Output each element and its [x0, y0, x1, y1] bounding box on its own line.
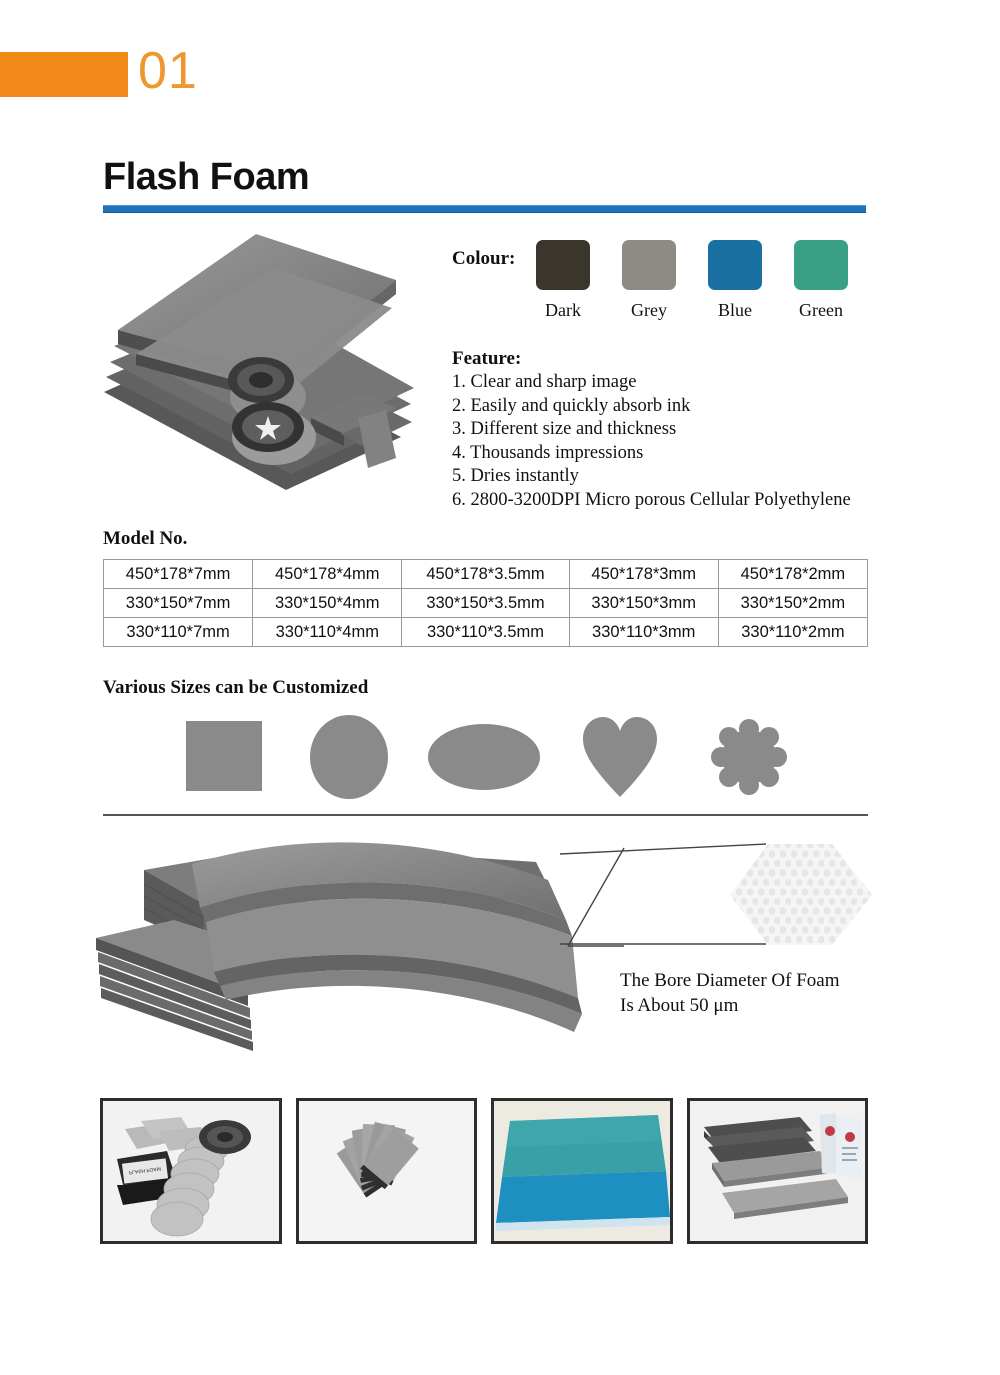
- table-cell: 330*110*2mm: [718, 618, 867, 647]
- model-table: [103, 559, 868, 647]
- colour-swatch-list: [536, 240, 848, 321]
- shape-flower: [711, 719, 787, 795]
- table-cell: 450*178*2mm: [718, 560, 867, 589]
- photo-teal-foam-sheets: [491, 1098, 673, 1244]
- colour-swatch-blue: [708, 240, 762, 321]
- table-cell: 450*178*7mm: [104, 560, 253, 589]
- page-number: 01: [138, 42, 198, 100]
- feature-list: [452, 371, 892, 512]
- table-cell: 450*178*4mm: [253, 560, 402, 589]
- foam-sheets-illustration: [96, 828, 626, 1058]
- colour-swatch-green: [794, 240, 848, 321]
- colour-label: Colour:: [452, 248, 516, 269]
- table-cell: 330*110*3mm: [569, 618, 718, 647]
- table-cell: 330*110*7mm: [104, 618, 253, 647]
- feature-item: 6. 2800-3200DPI Micro porous Cellular Polyethylene: [452, 489, 851, 510]
- page-number-bar: [0, 52, 128, 97]
- swatch-label-grey: Grey: [631, 300, 667, 320]
- table-row: [104, 618, 868, 647]
- feature-item: 1. Clear and sharp image: [452, 372, 637, 392]
- photo-foam-pads-with-stamps: [100, 1098, 282, 1244]
- model-heading: Model No.: [103, 528, 188, 549]
- bore-caption-line2: Is About 50 μm: [620, 995, 739, 1016]
- colour-swatch-grey: [622, 240, 676, 321]
- photo-fanned-foam-rectangles: [296, 1098, 478, 1244]
- photo-gallery: [100, 1098, 868, 1244]
- colour-swatch-dark: [536, 240, 590, 321]
- feature-item: 2. Easily and quickly absorb ink: [452, 395, 691, 416]
- swatch-label-green: Green: [799, 300, 843, 320]
- table-cell: 330*110*4mm: [253, 618, 402, 647]
- table-cell: 330*150*2mm: [718, 589, 867, 618]
- table-cell: 330*150*4mm: [253, 589, 402, 618]
- title-divider: [103, 205, 866, 213]
- swatch-label-dark: Dark: [545, 300, 581, 320]
- bore-caption: [620, 968, 839, 1018]
- section-divider: [103, 814, 868, 816]
- swatch-chip-dark: [536, 240, 590, 290]
- table-cell: 330*150*3.5mm: [402, 589, 569, 618]
- feature-item: 4. Thousands impressions: [452, 442, 644, 463]
- swatch-chip-green: [794, 240, 848, 290]
- shape-row: [103, 715, 868, 800]
- shape-heart: [583, 717, 657, 797]
- bore-caption-line1: The Bore Diameter Of Foam: [620, 970, 840, 991]
- feature-label: Feature:: [452, 348, 522, 369]
- bore-magnifier: [560, 832, 880, 957]
- svg-text:FLASH FOAM: FLASH FOAM: [128, 1165, 162, 1175]
- feature-section: [452, 348, 892, 512]
- table-cell: 330*150*3mm: [569, 589, 718, 618]
- table-cell: 330*150*7mm: [104, 589, 253, 618]
- shape-square: [186, 721, 262, 791]
- table-cell: 450*178*3.5mm: [402, 560, 569, 589]
- table-cell: 330*110*3.5mm: [402, 618, 569, 647]
- swatch-label-blue: Blue: [718, 300, 752, 320]
- hero-product-image: [96, 222, 436, 517]
- sizes-heading: Various Sizes can be Customized: [103, 677, 369, 698]
- photo-foam-strips-packaging: [687, 1098, 869, 1244]
- table-row: [104, 589, 868, 618]
- page-title: Flash Foam: [103, 156, 310, 198]
- shape-ellipse: [428, 724, 540, 790]
- swatch-chip-grey: [622, 240, 676, 290]
- table-cell: 450*178*3mm: [569, 560, 718, 589]
- swatch-chip-blue: [708, 240, 762, 290]
- feature-item: 5. Dries instantly: [452, 466, 579, 486]
- table-row: [104, 560, 868, 589]
- feature-item: 3. Different size and thickness: [452, 419, 677, 439]
- shape-circle: [310, 715, 388, 799]
